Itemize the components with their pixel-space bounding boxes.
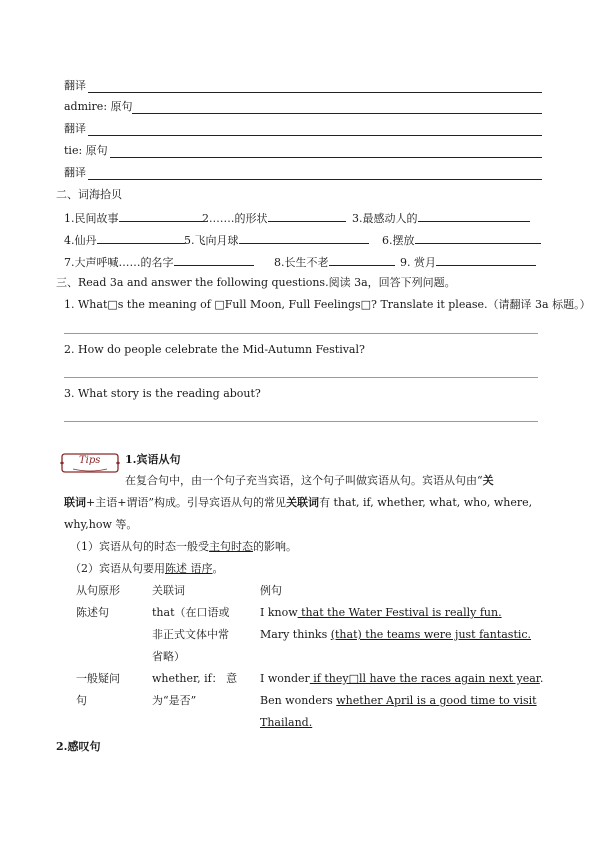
table-header: 从句原形 — [76, 584, 120, 597]
vocab-item: 1.民间故事 — [64, 210, 203, 226]
tips-badge-label: Tips — [79, 455, 101, 466]
vocab-item: 6.摆放 — [382, 232, 541, 248]
example-sentence: Ben wonders whether April is a good time to visit — [260, 694, 537, 707]
example-sentence: I wonder if they□ll have the races again next year. — [260, 672, 544, 685]
vocab-item: 2.……的形状 — [202, 210, 346, 226]
clause-type: 句 — [76, 694, 87, 707]
tips-paragraph: 在复合句中，由一个句子充当宾语，这个句子叫做宾语从句。宾语从句由“关 — [125, 474, 494, 487]
answer-line[interactable] — [64, 377, 538, 378]
vocab-blank[interactable] — [97, 232, 185, 244]
vocab-blank[interactable] — [418, 210, 530, 222]
section2-heading: 二、词海拾贝 — [56, 188, 122, 201]
clause-type: 陈述句 — [76, 606, 109, 619]
vocab-blank[interactable] — [329, 254, 395, 266]
tips-badge — [59, 451, 121, 475]
example-sentence: Thailand. — [260, 716, 313, 729]
tips-note-1: （1）宾语从句的时态一般受主句时态的影响。 — [70, 540, 297, 553]
conjunction-text: that（在口语或 — [152, 606, 230, 619]
section3-heading: 三、Read 3a and answer the following questions.阅读 3a，回答下列问题。 — [56, 276, 456, 289]
question-3: 3. What story is the reading about? — [64, 387, 261, 400]
vocab-item: 7.大声呼喊……的名字 — [64, 254, 254, 270]
table-header: 关联词 — [152, 584, 185, 597]
question-2: 2. How do people celebrate the Mid-Autumn Festival? — [64, 343, 365, 356]
vocab-item: 5.飞向月球 — [184, 232, 369, 248]
vocab-item: 8.长生不老 — [274, 254, 395, 270]
tips-title: 1.宾语从句 — [125, 453, 181, 466]
answer-line[interactable] — [88, 92, 542, 93]
translate-label-3: 翻译 — [64, 166, 86, 179]
conjunction-text: 省略） — [152, 650, 185, 663]
vocab-item: 3.最感动人的 — [352, 210, 530, 226]
vocab-item: 9. 赏月 — [400, 254, 536, 270]
translate-label-2: 翻译 — [64, 122, 86, 135]
answer-line[interactable] — [64, 333, 538, 334]
example-sentence: Mary thinks (that) the teams were just fantastic. — [260, 628, 532, 641]
vocab-blank[interactable] — [239, 232, 369, 244]
vocab-blank[interactable] — [436, 254, 536, 266]
answer-line[interactable] — [64, 421, 538, 422]
conjunction-text: whether, if： 意 — [152, 672, 238, 685]
answer-line[interactable] — [88, 179, 542, 180]
translate-label-1: 翻译 — [64, 79, 86, 92]
vocab-blank[interactable] — [268, 210, 346, 222]
tie-label: tie: 原句 — [64, 144, 108, 157]
tips-paragraph: 联词+主语+谓语”构成。引导宾语从句的常见关联词有 that, if, whether, what, who, where, — [64, 496, 533, 509]
table-header: 例句 — [260, 584, 282, 597]
section-heading: 2.感叹句 — [56, 740, 101, 753]
answer-line[interactable] — [110, 157, 542, 158]
example-sentence: I know that the Water Festival is really fun. — [260, 606, 502, 619]
vocab-item: 4.仙丹 — [64, 232, 185, 248]
vocab-blank[interactable] — [415, 232, 541, 244]
answer-line[interactable] — [88, 135, 542, 136]
question-1: 1. What□s the meaning of □Full Moon, Full Feelings□? Translate it please.（请翻译 3a 标题。） — [64, 298, 591, 311]
tips-paragraph: why,how 等。 — [64, 518, 138, 531]
tips-note-2: （2）宾语从句要用陈述 语序。 — [70, 562, 224, 575]
admire-label: admire: 原句 — [64, 100, 133, 113]
vocab-blank[interactable] — [174, 254, 254, 266]
conjunction-text: 非正式文体中常 — [152, 628, 229, 641]
clause-type: 一般疑问 — [76, 672, 120, 685]
conjunction-text: 为“是否” — [152, 694, 197, 707]
vocab-blank[interactable] — [119, 210, 203, 222]
answer-line[interactable] — [132, 113, 542, 114]
